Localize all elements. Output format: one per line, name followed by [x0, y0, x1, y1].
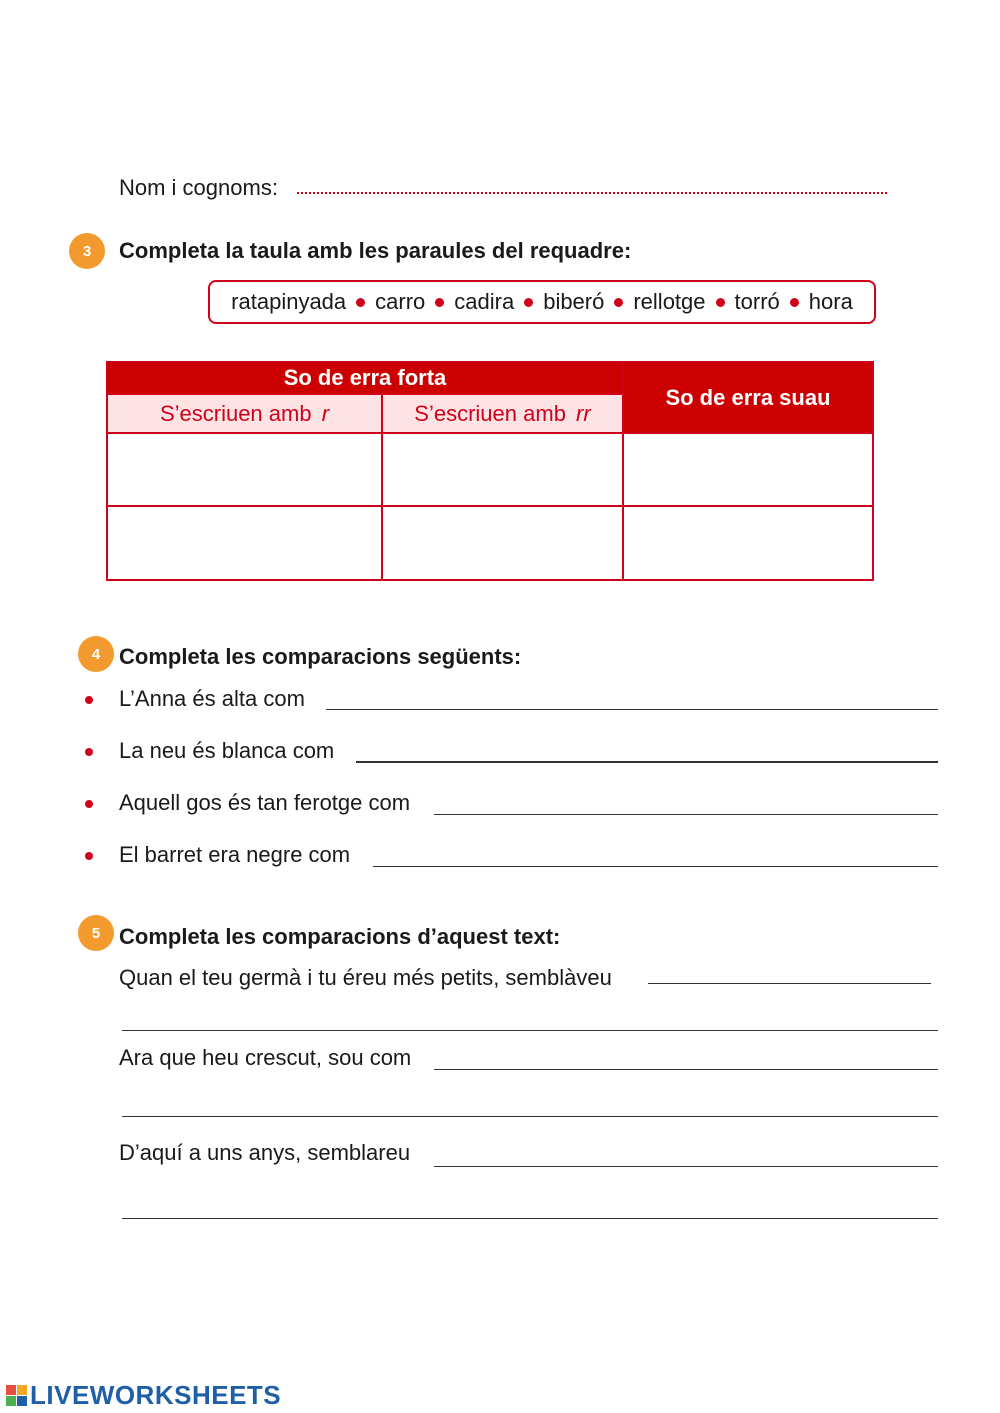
word: ratapinyada — [231, 289, 347, 314]
table-header-strong-r: So de erra forta — [106, 361, 624, 395]
word: torró — [734, 289, 780, 314]
table-cell-r-2[interactable] — [106, 505, 383, 581]
table-cell-soft-2[interactable] — [622, 505, 874, 581]
logo-blocks-icon — [6, 1385, 27, 1406]
word: rellotge — [633, 289, 706, 314]
text-prompt: Quan el teu germà i tu éreu més petits, semblàveu — [119, 965, 612, 990]
liveworksheets-logo — [6, 1380, 281, 1410]
answer-line[interactable] — [434, 814, 938, 815]
word-box — [208, 280, 876, 324]
word: biberó — [543, 289, 605, 314]
bullet-icon — [716, 298, 725, 307]
bullet-icon — [85, 748, 93, 756]
exercise-4-badge: 4 — [78, 636, 114, 672]
exercise-3-instruction: Completa la taula amb les paraules del requadre: — [119, 238, 632, 263]
bullet-icon — [524, 298, 533, 307]
table-cell-soft-1[interactable] — [622, 432, 874, 507]
bullet-icon — [614, 298, 623, 307]
comparison-prompt: La neu és blanca com — [119, 738, 335, 763]
answer-line[interactable] — [326, 709, 938, 710]
table-cell-rr-2[interactable] — [381, 505, 624, 581]
text-prompt: D’aquí a uns anys, semblareu — [119, 1140, 411, 1165]
answer-line[interactable] — [122, 1218, 938, 1219]
exercise-4-instruction: Completa les comparacions següents: — [119, 644, 522, 669]
logo-text: LIVEWORKSHEETS — [30, 1379, 282, 1410]
bullet-icon — [790, 298, 799, 307]
answer-line[interactable] — [434, 1166, 938, 1167]
comparison-prompt: El barret era negre com — [119, 842, 351, 867]
subheader-letter: rr — [576, 400, 591, 426]
bullet-icon — [85, 696, 93, 704]
word: cadira — [454, 289, 515, 314]
table-subheader-rr — [381, 393, 624, 434]
comparison-prompt: L’Anna és alta com — [119, 686, 305, 711]
subheader-text: S’escriuen amb — [159, 400, 318, 426]
answer-line[interactable] — [648, 983, 931, 984]
exercise-3-badge: 3 — [69, 233, 105, 269]
exercise-5-badge: 5 — [78, 915, 114, 951]
bullet-icon — [435, 298, 444, 307]
answer-line[interactable] — [122, 1030, 938, 1031]
exercise-5-instruction: Completa les comparacions d’aquest text: — [119, 924, 561, 949]
word: hora — [808, 289, 853, 314]
answer-line[interactable] — [373, 866, 938, 867]
table-header-soft-r: So de erra suau — [622, 361, 874, 434]
table-subheader-r — [106, 393, 383, 434]
subheader-text: S’escriuen amb — [414, 400, 573, 426]
bullet-icon — [356, 298, 365, 307]
table-cell-rr-1[interactable] — [381, 432, 624, 507]
table-cell-r-1[interactable] — [106, 432, 383, 507]
answer-line[interactable] — [122, 1116, 938, 1117]
word: carro — [375, 289, 426, 314]
answer-line[interactable] — [434, 1069, 938, 1070]
answer-line[interactable] — [356, 761, 938, 763]
bullet-icon — [85, 852, 93, 860]
name-field[interactable] — [297, 192, 887, 194]
text-prompt: Ara que heu crescut, sou com — [119, 1045, 412, 1070]
name-label: Nom i cognoms: — [119, 175, 278, 200]
comparison-prompt: Aquell gos és tan ferotge com — [119, 790, 411, 815]
bullet-icon — [85, 800, 93, 808]
subheader-letter: r — [321, 400, 330, 426]
